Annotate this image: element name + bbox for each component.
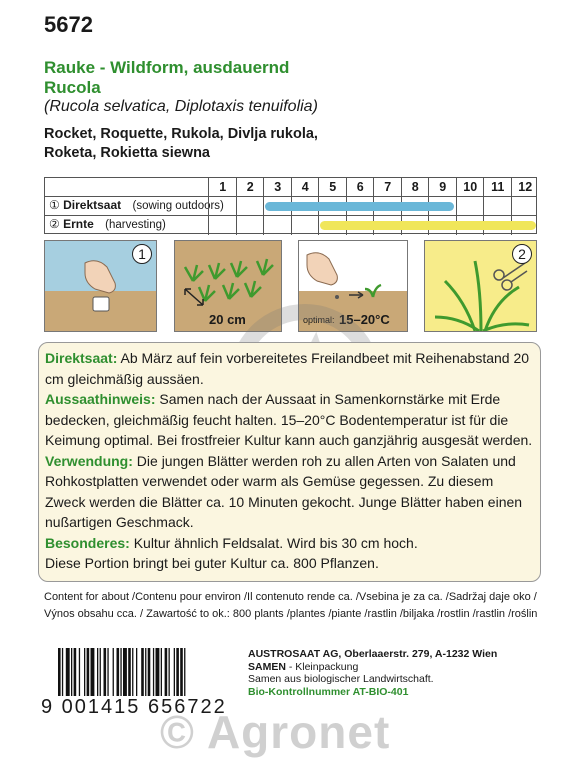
panel-harvest <box>424 240 537 332</box>
instructions-box <box>38 342 541 582</box>
harvest-label-en: (harvesting) <box>105 219 166 231</box>
sowing-label <box>49 198 224 212</box>
month-number: 2 <box>246 180 254 194</box>
month-number: 10 <box>463 180 478 194</box>
origin-text: Samen aus biologischer Landwirtschaft. <box>248 673 434 685</box>
step-1-badge: 1 <box>132 244 152 264</box>
direktsaat-text: Ab März auf fein vorbereitetes Freilandbeet mit Reihenabstand 20 cm gleichmäßig aussäen. <box>45 350 530 387</box>
samen-label: SAMEN <box>248 660 286 673</box>
paragraph-direktsaat <box>45 348 534 389</box>
optimal-label: optimal: <box>303 315 335 325</box>
month-number: 3 <box>274 180 282 194</box>
harvest-period-bar <box>320 221 536 230</box>
aussaat-heading: Aussaathinweis: <box>45 391 156 407</box>
contents-line-2: Výnos obsahu cca. / Zawartość to ok.: 800 plants /plantes /piante /rastlin /biljaka /rostlin /rastlin /roślin <box>44 607 538 620</box>
besonderes-text: Kultur ähnlich Feldsalat. Wird bis 30 cm hoch. <box>129 534 418 551</box>
aussaat-text: Samen nach der Aussaat in Samenkornstärke mit Erde bedecken, gleichmäßig feucht halten. 15–20°C Bodentemperatur ist für die Keimung optimal. Bei frostfreier Kultur kann auch ganzjährig ausgesät werden. <box>45 391 533 448</box>
month-column-1 <box>208 178 236 235</box>
month-number: 9 <box>439 180 447 194</box>
month-column-2 <box>236 178 264 235</box>
samen-line <box>248 661 497 674</box>
month-number: 8 <box>411 180 419 194</box>
sowing-calendar <box>44 177 537 234</box>
barcode-number: 9 001415 656722 <box>41 696 227 718</box>
sowing-marker: ① <box>49 198 60 212</box>
other-names-line-1: Rocket, Roquette, Rukola, Divlja rukola, <box>44 126 318 142</box>
harvest-label <box>49 217 166 231</box>
article-number: 5672 <box>44 12 93 37</box>
sowing-label-en: (sowing outdoors) <box>132 200 224 212</box>
month-number: 12 <box>518 180 533 194</box>
sowing-period-bar <box>265 202 454 211</box>
month-number: 11 <box>491 180 505 194</box>
paragraph-aussaat <box>45 389 534 451</box>
month-number: 6 <box>356 180 364 194</box>
temperature-label: 15–20°C <box>339 312 390 327</box>
month-number: 1 <box>219 180 227 194</box>
direktsaat-heading: Direktsaat: <box>45 350 118 366</box>
verwendung-heading: Verwendung: <box>45 452 133 469</box>
scissors-icon <box>494 263 527 290</box>
contents-line-1: Content for about /Contenu pour environ /Il contenuto rende ca. /Vsebina je za ca. /Sadržaj daje oko / <box>44 591 537 603</box>
company-info <box>248 648 497 698</box>
contents-info <box>44 589 540 622</box>
month-number: 7 <box>384 180 392 194</box>
harvest-label-de: Ernte <box>63 217 94 231</box>
portion-text: Diese Portion bringt bei guter Kultur ca. 800 Pflanzen. <box>45 555 379 571</box>
panel-sowing-hand <box>44 240 157 332</box>
latin-name: (Rucola selvatica, Diplotaxis tenuifolia) <box>44 98 318 115</box>
paragraph-besonderes <box>45 533 534 554</box>
row-spacing-label: 20 cm <box>209 312 246 327</box>
other-names <box>44 125 318 163</box>
watermark-text: © Agronet <box>160 706 391 758</box>
month-number: 5 <box>329 180 337 194</box>
product-title-italian: Rucola <box>44 78 101 97</box>
product-title-german: Rauke - Wildform, ausdauernd <box>44 58 290 77</box>
besonderes-heading: Besonderes: <box>45 534 130 551</box>
samen-text: - Kleinpackung <box>285 660 359 673</box>
company-name: AUSTROSAAT AG, Oberlaaerstr. 279, A-1232 Wien <box>248 648 498 660</box>
sowing-label-de: Direktsaat <box>63 198 122 212</box>
harvest-marker: ② <box>49 217 60 231</box>
verwendung-text: Die jungen Blätter werden roh zu allen Arten von Salaten und Rohkostplatten verwendet oder warm als Gemüse gegessen. Zu diesem Zweck werden die Blätter ca. 10 Minuten gekocht. Junge Blätter haben einen nußartigen Geschmack. <box>45 452 523 530</box>
paragraph-verwendung <box>45 451 534 533</box>
month-number: 4 <box>301 180 309 194</box>
step-2-badge: 2 <box>512 244 532 264</box>
bio-control-number: Bio-Kontrollnummer AT-BIO-401 <box>248 685 409 698</box>
other-names-line-2: Roketa, Rokietta siewna <box>44 145 210 161</box>
